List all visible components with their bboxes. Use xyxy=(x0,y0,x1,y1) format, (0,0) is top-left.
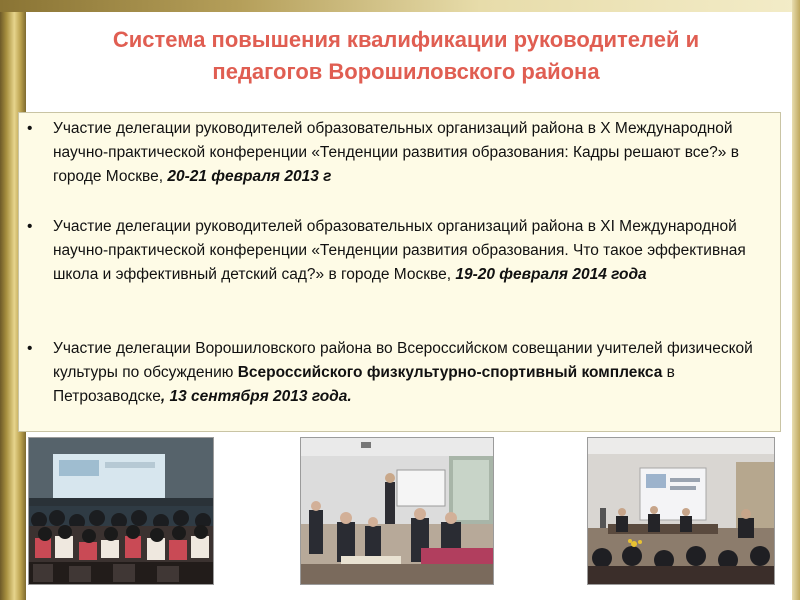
decorative-frame-right xyxy=(792,0,800,600)
bullet-item-1 xyxy=(27,117,767,189)
bullet-text xyxy=(53,337,767,409)
bullet-date: , 13 сентября 2013 года. xyxy=(160,388,352,405)
conference-hall-illustration xyxy=(29,438,213,584)
bullet-bold-phrase: Всероссийского физкультурно-спортивный комплекса xyxy=(237,364,663,381)
bullet-body: Участие делегации руководителей образовательных организаций района в XI Международной научно-практической конференции «Тенденции развития образования. Что такое эффективная школа и эффективный детский сад?» в городе Москве, xyxy=(53,218,746,283)
bullet-body: Участие делегации руководителей образовательных организаций района в X Международной научно-практической конференции «Тенденции развития образования: Кадры решают все?» в городе Москве, xyxy=(53,120,739,185)
slide-title-line-1: Система повышения квалификации руководителей и xyxy=(112,27,700,52)
bullet-item-2 xyxy=(27,215,767,287)
bullet-text xyxy=(53,215,767,287)
decorative-frame-top xyxy=(0,0,800,12)
bullet-list-panel xyxy=(18,112,781,432)
bullet-text xyxy=(53,117,767,189)
bullet-date: 20-21 февраля 2013 г xyxy=(167,168,332,185)
bullet-body-after: в Петрозаводске xyxy=(53,364,675,405)
slide-title xyxy=(30,24,782,88)
bullet-date: 19-20 февраля 2014 года xyxy=(455,266,647,283)
bullet-body: Участие делегации Ворошиловского района во Всероссийском совещании учителей физической культуры по обсуждению xyxy=(53,340,753,381)
classroom-seminar-illustration xyxy=(301,438,493,584)
slide-title-line-2: педагогов Ворошиловского района xyxy=(212,59,600,84)
bullet-item-3 xyxy=(27,337,767,409)
bullet-marker: • xyxy=(27,120,33,137)
meeting-room-photo xyxy=(587,437,775,585)
meeting-room-illustration xyxy=(588,438,774,584)
conference-hall-photo xyxy=(28,437,214,585)
bullet-marker: • xyxy=(27,218,33,235)
classroom-seminar-photo xyxy=(300,437,494,585)
bullet-marker: • xyxy=(27,340,33,357)
